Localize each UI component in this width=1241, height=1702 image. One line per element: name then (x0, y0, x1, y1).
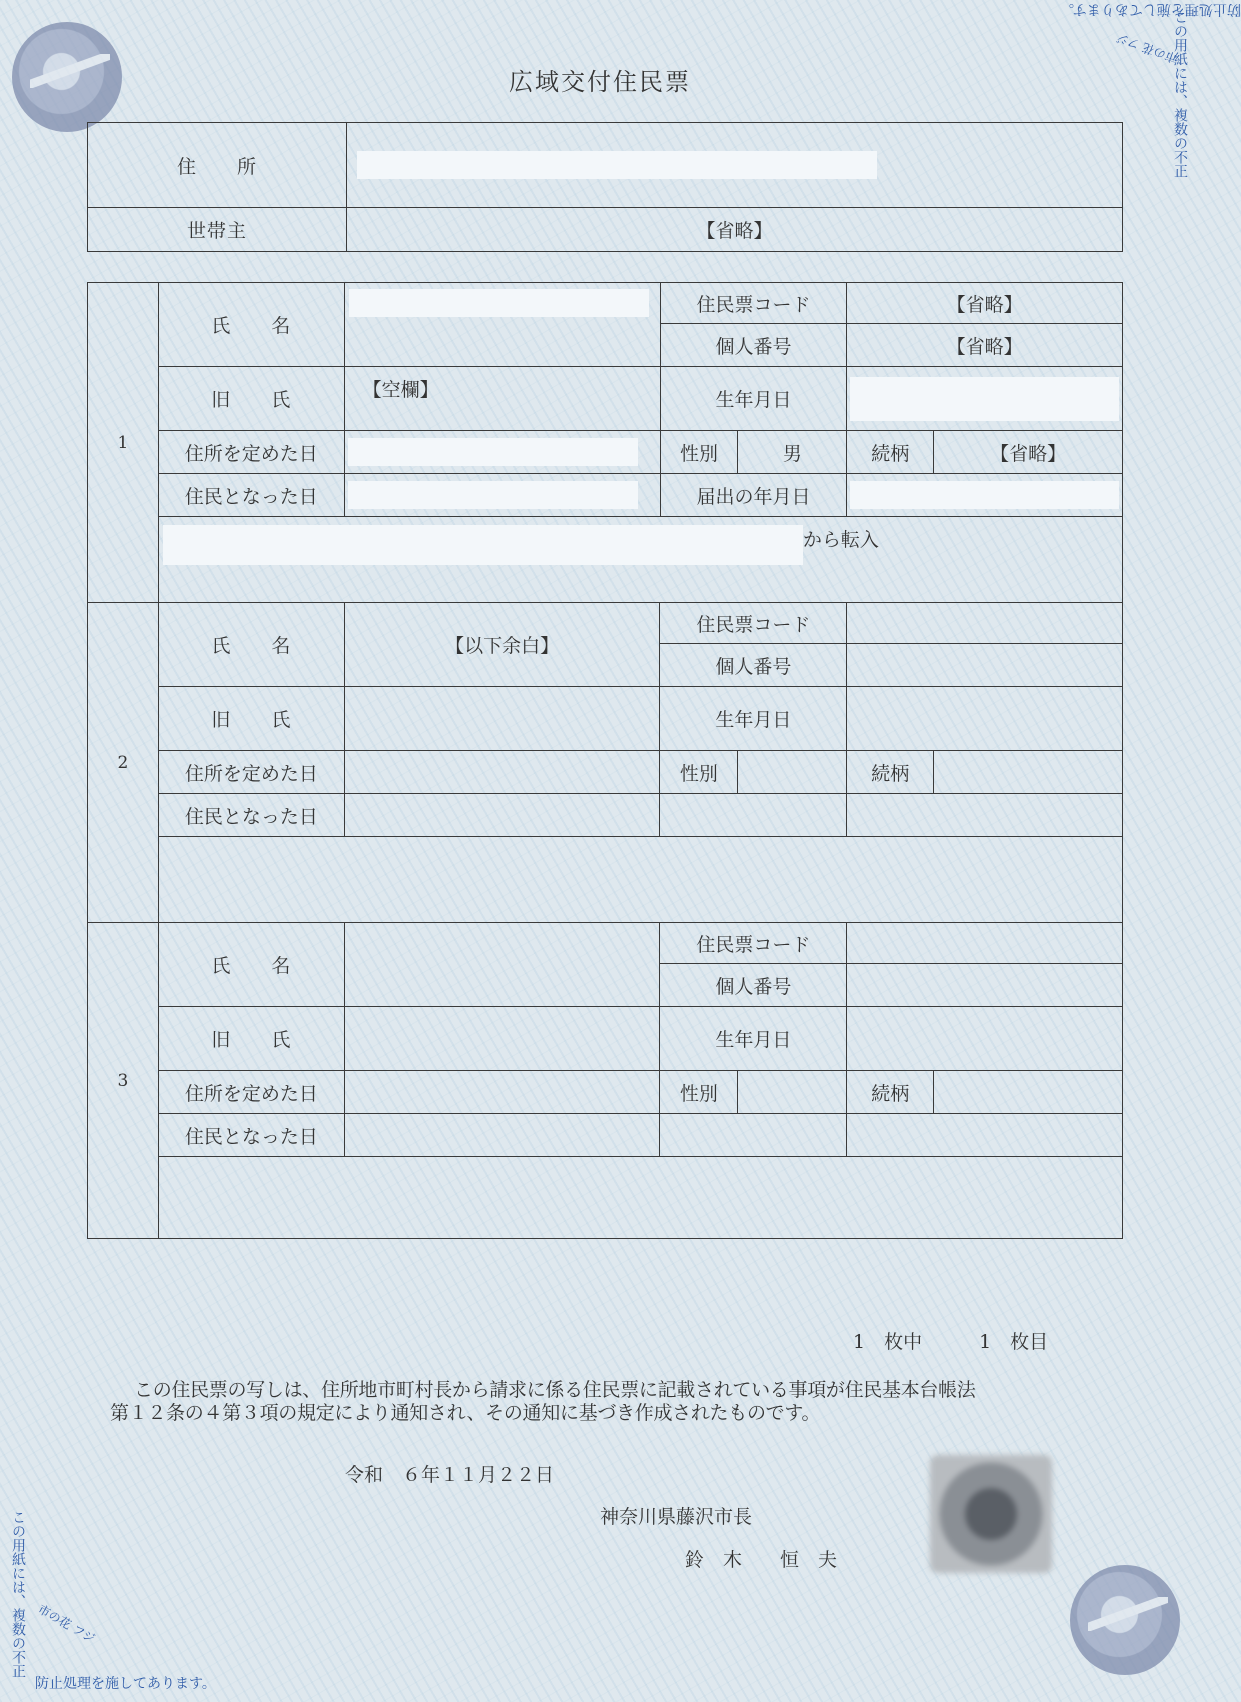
birthdate-value (847, 687, 1123, 751)
person-3-block (87, 922, 1123, 1239)
birthdate-label: 生年月日 (660, 1007, 847, 1071)
security-notice-top-right (1060, 0, 1241, 20)
name-label: 氏 名 (158, 603, 344, 687)
issuer-name: 鈴 木 恒 夫 (685, 1549, 838, 1571)
personal-number-label: 個人番号 (660, 644, 847, 687)
city-emblem-bottom-right (1070, 1565, 1180, 1675)
personal-number-label: 個人番号 (660, 324, 847, 367)
security-notice-text: この用紙には、複数の不正 (10, 1510, 26, 1678)
moved-from-row (158, 517, 1122, 603)
address-date-value (344, 431, 660, 474)
former-name-value (344, 687, 660, 751)
person-3-number: 3 (88, 923, 159, 1239)
name-value: 【以下余白】 (344, 603, 660, 687)
flower-note-text: 市の花 フジ (35, 1602, 98, 1646)
personal-number-label: 個人番号 (660, 964, 847, 1007)
empty-cell (847, 794, 1123, 837)
personal-number-value (847, 964, 1123, 1007)
redacted-address (357, 151, 877, 179)
flower-note-text: 市の花 フジ (1114, 30, 1179, 66)
resident-date-value (344, 794, 660, 837)
empty-cell (847, 1114, 1123, 1157)
personal-number-value (847, 644, 1123, 687)
security-notice-text: 防止処理を施してあります。 (35, 1676, 216, 1692)
relationship-value (934, 1071, 1123, 1114)
former-name-label: 旧 氏 (158, 687, 344, 751)
resident-date-value (344, 474, 660, 517)
address-date-value (344, 1071, 660, 1114)
security-notice-text: この用紙には、複数の不正 (1172, 10, 1188, 178)
birthdate-label: 生年月日 (660, 367, 847, 431)
issuer-title: 神奈川県藤沢市長 (600, 1506, 753, 1528)
redacted-date (348, 438, 638, 466)
resident-date-label: 住民となった日 (158, 1114, 344, 1157)
person-1-block (87, 282, 1123, 603)
relationship-value (934, 751, 1123, 794)
security-notice-bottom-left (35, 1673, 216, 1693)
redacted-date (850, 481, 1119, 509)
person-2-block (87, 602, 1123, 923)
resident-code-label: 住民票コード (660, 283, 847, 324)
household-header-table (87, 122, 1123, 252)
redacted-previous-address (163, 525, 803, 565)
moved-from-row (158, 837, 1122, 923)
birthdate-label: 生年月日 (660, 687, 847, 751)
former-name-label: 旧 氏 (158, 367, 344, 431)
security-notice-text: 防止処理を施してあります。 (1060, 1, 1241, 17)
official-seal (930, 1455, 1052, 1573)
former-name-value (344, 1007, 660, 1071)
householder-value: 【省略】 (347, 208, 1123, 252)
issue-date: 令和 ６年１１月２２日 (345, 1464, 555, 1486)
resident-code-value (847, 603, 1123, 644)
redacted-date (348, 481, 638, 509)
resident-code-label: 住民票コード (660, 923, 847, 964)
flower-note-bottom (35, 1600, 98, 1646)
gender-value (738, 1071, 847, 1114)
person-1-number: 1 (88, 283, 159, 603)
address-date-value (344, 751, 660, 794)
resident-code-label: 住民票コード (660, 603, 847, 644)
name-value (344, 283, 660, 367)
certification-statement-line2: 第１２条の４第３項の規定により通知され、その通知に基づき作成されたものです。 (110, 1402, 821, 1424)
gender-value: 男 (738, 431, 847, 474)
address-label: 住 所 (88, 123, 347, 208)
relationship-value: 【省略】 (934, 431, 1123, 474)
address-date-label: 住所を定めた日 (158, 1071, 344, 1114)
name-label: 氏 名 (158, 923, 344, 1007)
notification-date-label: 届出の年月日 (660, 474, 847, 517)
former-name-label: 旧 氏 (158, 1007, 344, 1071)
name-value (344, 923, 660, 1007)
address-date-label: 住所を定めた日 (158, 431, 344, 474)
gender-label: 性別 (660, 431, 738, 474)
birthdate-value (847, 367, 1123, 431)
name-label: 氏 名 (158, 283, 344, 367)
gender-label: 性別 (660, 751, 738, 794)
former-name-value: 【空欄】 (344, 367, 660, 431)
resident-date-label: 住民となった日 (158, 794, 344, 837)
resident-date-label: 住民となった日 (158, 474, 344, 517)
redacted-name (349, 289, 649, 317)
birthdate-value (847, 1007, 1123, 1071)
address-date-label: 住所を定めた日 (158, 751, 344, 794)
moved-from-suffix: から転入 (802, 529, 879, 551)
moved-from-row (158, 1157, 1122, 1239)
person-2-number: 2 (88, 603, 159, 923)
relationship-label: 続柄 (847, 431, 934, 474)
householder-label: 世帯主 (88, 208, 347, 252)
security-notice-left-vertical (8, 1510, 28, 1678)
resident-date-value (344, 1114, 660, 1157)
relationship-label: 続柄 (847, 1071, 934, 1114)
personal-number-value: 【省略】 (847, 324, 1123, 367)
resident-code-value (847, 923, 1123, 964)
empty-cell (660, 1114, 847, 1157)
gender-value (738, 751, 847, 794)
certification-statement-line1: この住民票の写しは、住所地市町村長から請求に係る住民票に記載されている事項が住民基本台帳法 (134, 1379, 976, 1401)
relationship-label: 続柄 (847, 751, 934, 794)
document-title: 広域交付住民票 (509, 68, 691, 96)
page-count: 1 枚中 1 枚目 (853, 1331, 1049, 1353)
notification-date-value (847, 474, 1123, 517)
empty-cell (660, 794, 847, 837)
resident-code-value: 【省略】 (847, 283, 1123, 324)
redacted-birthdate (850, 377, 1119, 421)
address-value (347, 123, 1123, 208)
gender-label: 性別 (660, 1071, 738, 1114)
